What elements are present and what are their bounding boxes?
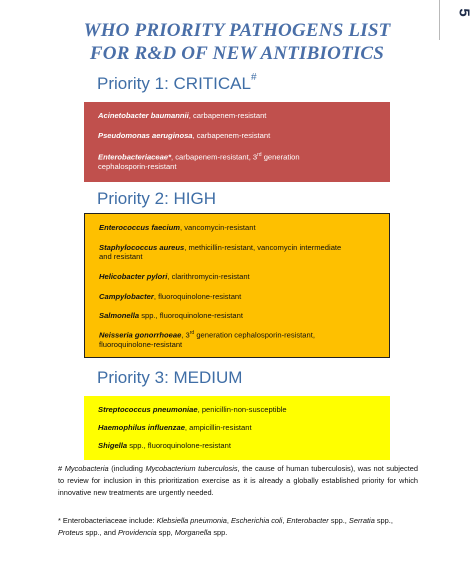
resistance-description: spp., fluoroquinolone-resistant bbox=[139, 311, 243, 320]
footnote-term: Enterobacter bbox=[286, 516, 329, 525]
resistance-description: , 3 bbox=[181, 330, 190, 340]
footnote-term: Mycobacterium tuberculosis bbox=[145, 464, 238, 473]
list-item bbox=[99, 329, 344, 349]
footnote-text: , bbox=[282, 516, 287, 525]
priority-2-box bbox=[84, 213, 390, 358]
footnote-text: spp, bbox=[156, 528, 175, 537]
organism-name: Salmonella bbox=[99, 311, 140, 320]
resistance-description: , carbapenem-resistant bbox=[188, 111, 267, 120]
organism-name: Neisseria gonorrhoeae bbox=[99, 330, 182, 340]
priority-2-heading: Priority 2: HIGH bbox=[97, 189, 217, 208]
priority-3-heading: Priority 3: MEDIUM bbox=[97, 368, 243, 387]
priority-1-box bbox=[84, 102, 390, 182]
organism-name: Enterococcus faecium bbox=[99, 223, 181, 232]
footnote-text: spp. bbox=[211, 528, 228, 537]
footnote-term: Morganella bbox=[174, 528, 212, 537]
page-title-line-2: FOR R&D OF NEW ANTIBIOTICS bbox=[89, 43, 385, 64]
resistance-description: , methicillin-resistant, vancomycin intermediate and resistant bbox=[99, 243, 342, 261]
priority-1-heading-text: Priority 1: CRITICAL bbox=[97, 74, 251, 93]
resistance-description: spp., fluoroquinolone-resistant bbox=[127, 441, 231, 450]
list-item bbox=[98, 441, 383, 450]
resistance-description: , vancomycin-resistant bbox=[180, 223, 256, 232]
list-item bbox=[98, 423, 383, 432]
organism-name: Shigella bbox=[98, 441, 128, 450]
resistance-description-continued: generation cephalosporin-resistant, fluoroquinolone-resistant bbox=[99, 330, 315, 349]
footnote-enterobacteriaceae bbox=[58, 515, 418, 539]
priority-1-heading-mark: # bbox=[250, 72, 257, 84]
organism-name: Pseudomonas aeruginosa bbox=[98, 131, 193, 140]
ordinal-suffix: rd bbox=[189, 330, 195, 336]
list-item bbox=[98, 151, 338, 171]
list-item bbox=[99, 223, 384, 232]
footnote-term: Proteus bbox=[58, 528, 84, 537]
ordinal-suffix: rd bbox=[257, 152, 262, 158]
footnote-text: spp., bbox=[328, 516, 349, 525]
footnote-mycobacteria bbox=[58, 463, 418, 499]
resistance-description: , clarithromycin-resistant bbox=[167, 272, 250, 281]
resistance-description: , carbapenem-resistant bbox=[192, 131, 271, 140]
organism-name: Streptococcus pneumoniae bbox=[98, 405, 198, 414]
footnote-text: spp., and bbox=[83, 528, 118, 537]
resistance-description-continued: generation cephalosporin-resistant bbox=[98, 152, 300, 171]
list-item bbox=[98, 111, 383, 120]
list-item bbox=[99, 292, 384, 301]
organism-name: Helicobacter pylori bbox=[99, 272, 168, 281]
list-item bbox=[99, 311, 384, 320]
organism-name: Haemophilus influenzae bbox=[98, 423, 185, 432]
footnote-text: , bbox=[226, 516, 231, 525]
resistance-description: , fluoroquinolone-resistant bbox=[153, 292, 242, 301]
footnote-term: Klebsiella pneumonia bbox=[156, 516, 227, 525]
footnote-text: (including bbox=[108, 464, 146, 473]
list-item bbox=[98, 131, 383, 140]
resistance-description: , carbapenem-resistant, 3 bbox=[171, 152, 258, 162]
list-item bbox=[99, 272, 384, 281]
footnote-term: Mycobacteria bbox=[64, 464, 109, 473]
resistance-description: , penicillin-non-susceptible bbox=[197, 405, 287, 414]
list-item bbox=[98, 405, 383, 414]
resistance-description: , ampicillin-resistant bbox=[184, 423, 252, 432]
footnote-text: , the cause of human tuberculosis), was not subjected to review for inclusion in this prioritization exercise as it is already a globally established priority for which innovative new treatments are urgently needed. bbox=[58, 464, 418, 497]
organism-name: Campylobacter bbox=[99, 292, 154, 301]
page-number: 5 bbox=[455, 8, 473, 17]
priority-3-box bbox=[84, 396, 390, 460]
footnote-text: * Enterobacteriaceae include: bbox=[58, 516, 157, 525]
organism-name: Acinetobacter baumannii bbox=[98, 111, 189, 120]
footnote-mark: # bbox=[58, 464, 63, 473]
organism-name: Enterobacteriaceae* bbox=[98, 152, 172, 162]
list-item bbox=[99, 243, 344, 261]
page-title-line-1: WHO PRIORITY PATHOGENS LIST bbox=[83, 20, 391, 41]
footnote-term: Escherichia coli bbox=[230, 516, 283, 525]
priority-1-heading bbox=[97, 74, 257, 94]
footnote-term: Serratia bbox=[348, 516, 375, 525]
footnote-text: spp., bbox=[374, 516, 393, 525]
footnote-term: Providencia bbox=[118, 528, 157, 537]
organism-name: Staphylococcus aureus bbox=[99, 243, 185, 252]
